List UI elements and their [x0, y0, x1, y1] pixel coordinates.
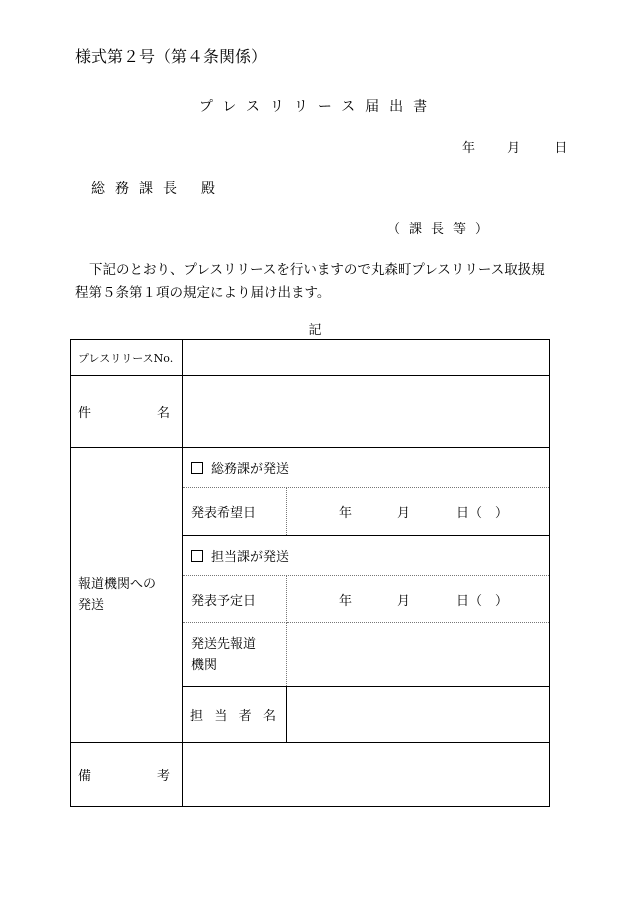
remarks-field[interactable]: [183, 743, 550, 807]
option-department[interactable]: [183, 536, 550, 576]
option-general-affairs[interactable]: [183, 448, 550, 488]
form-number-label: 様式第２号（第４条関係）: [75, 47, 268, 66]
planned-date-label: 発表予定日: [183, 576, 287, 623]
option-general-affairs-label: 総務課が発送: [211, 462, 290, 477]
person-field[interactable]: [287, 687, 550, 743]
checkbox-general-affairs[interactable]: [191, 462, 203, 474]
addressee-honorific: 殿: [201, 181, 215, 197]
form-table: [70, 339, 550, 807]
desired-date-field[interactable]: 年 月 日（ ）: [287, 488, 550, 536]
date-month-label: 月: [507, 141, 521, 156]
body-line-2: 程第５条第１項の規定により届け出ます。: [75, 285, 331, 301]
checkbox-department[interactable]: [191, 550, 203, 562]
release-no-field[interactable]: [183, 340, 550, 376]
option-department-label: 担当課が発送: [211, 550, 290, 565]
remarks-label: 備 考: [78, 769, 170, 784]
addressee: [91, 178, 215, 198]
body-line-1: 下記のとおり、プレスリリースを行いますので丸森町プレスリリース取扱規: [89, 262, 545, 278]
person-label: 担 当 者 名: [190, 709, 276, 724]
date-line: [462, 137, 567, 156]
release-no-label: プレスリリースNo.: [71, 340, 183, 376]
subject-label-cell: [71, 376, 183, 448]
date-year-label: 年: [462, 141, 476, 156]
subject-field[interactable]: [183, 376, 550, 448]
body-text: [75, 259, 575, 305]
date-day-label: 日: [554, 141, 568, 156]
delivery-label: 報道機関への発送: [78, 577, 157, 613]
desired-date-label: 発表希望日: [183, 488, 287, 536]
ki-heading: 記: [308, 323, 322, 338]
remarks-label-cell: [71, 743, 183, 807]
sender-role: （課長等）: [387, 222, 498, 237]
delivery-label-cell: [71, 448, 183, 743]
addressee-name: 総務課長: [91, 181, 187, 197]
destination-label: 発送先報道 機関: [191, 636, 257, 673]
planned-date-field[interactable]: 年 月 日（ ）: [287, 576, 550, 623]
person-label-cell: [183, 687, 287, 743]
subject-label: 件 名: [78, 406, 170, 421]
destination-field[interactable]: [287, 623, 550, 687]
document-title: プレスリリース届出書: [198, 99, 438, 115]
destination-label-cell: [183, 623, 287, 687]
